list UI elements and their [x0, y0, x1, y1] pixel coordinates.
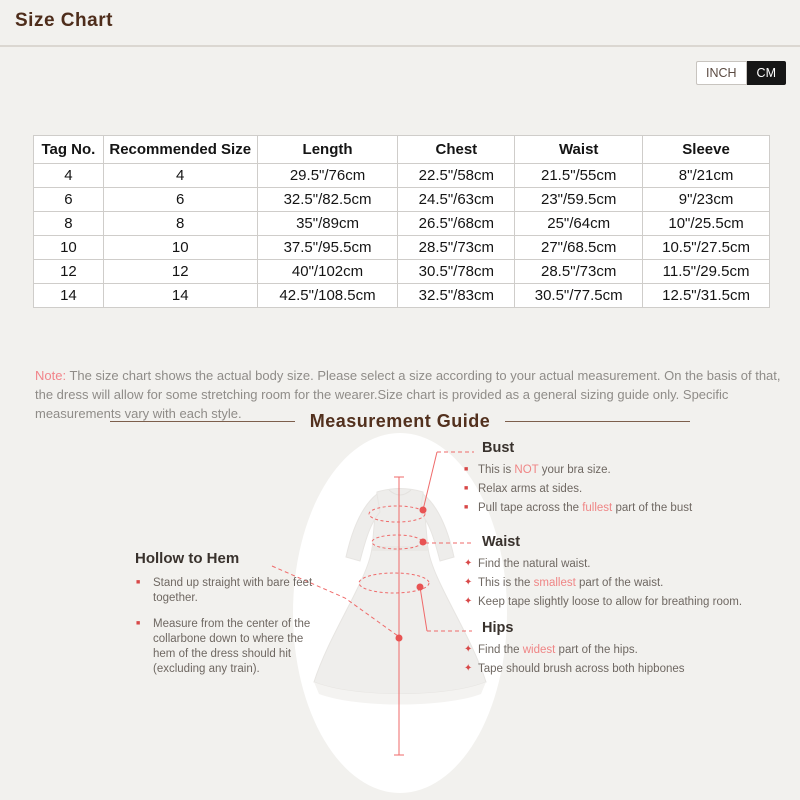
table-row	[34, 188, 770, 212]
table-cell: 28.5"/73cm	[398, 236, 515, 260]
star-bullet-icon: ✦	[464, 663, 473, 674]
table-header-row	[34, 136, 770, 164]
bust-bullet	[462, 482, 692, 496]
table-cell: 12	[103, 260, 257, 284]
table-row	[34, 284, 770, 308]
table-row	[34, 212, 770, 236]
bullet-text: Pull tape across the fullest part of the bust	[478, 502, 693, 514]
table-cell: 30.5"/78cm	[398, 260, 515, 284]
table-cell: 14	[103, 284, 257, 308]
bullet-text: Stand up straight with bare feet together.	[153, 577, 313, 604]
bust-dot	[420, 507, 427, 514]
size-chart-table	[33, 135, 770, 308]
waist-bullet	[462, 557, 742, 571]
hips-dot	[417, 584, 424, 591]
table-cell: 8	[34, 212, 104, 236]
bullet-text: Tape should brush across both hipbones	[478, 663, 685, 675]
table-cell: 8	[103, 212, 257, 236]
note-line-1	[35, 366, 800, 385]
table-cell: 40"/102cm	[257, 260, 398, 284]
note-line-2: the dress will allow for some stretching room for the wearer.Size chart is provided as a general sizing guide only. Specific measurements vary with each style.	[35, 387, 729, 421]
square-bullet-icon: ■	[136, 620, 141, 627]
table-row	[34, 164, 770, 188]
waist-bullet	[462, 595, 742, 609]
waist-section	[462, 534, 742, 614]
table-cell: 27"/68.5cm	[515, 236, 643, 260]
column-header: Tag No.	[34, 136, 104, 164]
star-bullet-icon: ✦	[464, 558, 473, 569]
square-bullet-icon: ■	[464, 504, 469, 511]
bullet-text: Keep tape slightly loose to allow for breathing room.	[478, 596, 743, 608]
hollow-to-hem-title: Hollow to Hem	[135, 550, 240, 567]
bullet-text: This is NOT your bra size.	[478, 464, 611, 476]
column-header: Length	[257, 136, 398, 164]
square-bullet-icon: ■	[464, 485, 469, 492]
star-bullet-icon: ✦	[464, 596, 473, 607]
hips-section	[462, 620, 685, 681]
table-row	[34, 236, 770, 260]
table-cell: 25"/64cm	[515, 212, 643, 236]
table-cell: 12	[34, 260, 104, 284]
measurement-guide-section	[0, 430, 800, 800]
hollow-bullet	[135, 617, 313, 677]
table-cell: 29.5"/76cm	[257, 164, 398, 188]
hips-bullet	[462, 662, 685, 676]
table-cell: 37.5"/95.5cm	[257, 236, 398, 260]
bust-title: Bust	[482, 440, 515, 456]
table-cell: 10	[103, 236, 257, 260]
table-cell: 28.5"/73cm	[515, 260, 643, 284]
unit-toggle	[696, 61, 786, 85]
unit-inch-button[interactable]: INCH	[696, 61, 747, 85]
table-cell: 35"/89cm	[257, 212, 398, 236]
table-cell: 12.5"/31.5cm	[643, 284, 770, 308]
divider-line	[505, 421, 690, 422]
table-cell: 6	[103, 188, 257, 212]
measurement-guide-header	[110, 411, 690, 432]
star-bullet-icon: ✦	[464, 644, 473, 655]
column-header: Recommended Size	[103, 136, 257, 164]
bullet-text: Relax arms at sides.	[478, 483, 583, 495]
table-cell: 8"/21cm	[643, 164, 770, 188]
square-bullet-icon: ■	[136, 579, 141, 586]
table-cell: 24.5"/63cm	[398, 188, 515, 212]
bullet-text: Find the widest part of the hips.	[478, 644, 638, 656]
divider-line	[110, 421, 295, 422]
bullet-text: This is the smallest part of the waist.	[478, 577, 664, 589]
table-cell: 10"/25.5cm	[643, 212, 770, 236]
hollow-to-hem-section	[135, 550, 313, 688]
column-header: Waist	[515, 136, 643, 164]
table-cell: 32.5"/82.5cm	[257, 188, 398, 212]
table-cell: 10.5"/27.5cm	[643, 236, 770, 260]
page-title: Size Chart	[15, 10, 113, 31]
hips-title: Hips	[482, 620, 514, 636]
column-header: Chest	[398, 136, 515, 164]
bullet-text: Find the natural waist.	[478, 558, 591, 570]
hips-bullet	[462, 643, 685, 657]
star-bullet-icon: ✦	[464, 577, 473, 588]
table-cell: 22.5"/58cm	[398, 164, 515, 188]
unit-cm-button[interactable]: CM	[747, 61, 786, 85]
table-cell: 9"/23cm	[643, 188, 770, 212]
table-cell: 11.5"/29.5cm	[643, 260, 770, 284]
column-header: Sleeve	[643, 136, 770, 164]
table-cell: 10	[34, 236, 104, 260]
table-cell: 4	[34, 164, 104, 188]
note-label: Note:	[35, 368, 67, 383]
table-cell: 42.5"/108.5cm	[257, 284, 398, 308]
table-cell: 26.5"/68cm	[398, 212, 515, 236]
table-cell: 4	[103, 164, 257, 188]
bust-bullet	[462, 501, 692, 515]
bust-section	[462, 440, 692, 520]
note-text: The size chart shows the actual body size. Please select a size according to your actual measurement. On the basis of that,	[69, 368, 781, 383]
hollow-dot	[396, 635, 403, 642]
bust-bullet	[462, 463, 692, 477]
table-cell: 14	[34, 284, 104, 308]
table-cell: 32.5"/83cm	[398, 284, 515, 308]
measurement-guide-title: Measurement Guide	[309, 411, 491, 431]
square-bullet-icon: ■	[464, 466, 469, 473]
table-row	[34, 260, 770, 284]
waist-bullet	[462, 576, 742, 590]
table-cell: 23"/59.5cm	[515, 188, 643, 212]
hollow-bullet	[135, 576, 313, 606]
waist-title: Waist	[482, 534, 521, 550]
table-cell: 6	[34, 188, 104, 212]
bullet-text: Measure from the center of the collarbone down to where the hem of the dress should hit (excluding any train).	[153, 618, 311, 675]
table-cell: 30.5"/77.5cm	[515, 284, 643, 308]
table-cell: 21.5"/55cm	[515, 164, 643, 188]
waist-dot	[420, 539, 427, 546]
header-divider	[0, 45, 800, 47]
